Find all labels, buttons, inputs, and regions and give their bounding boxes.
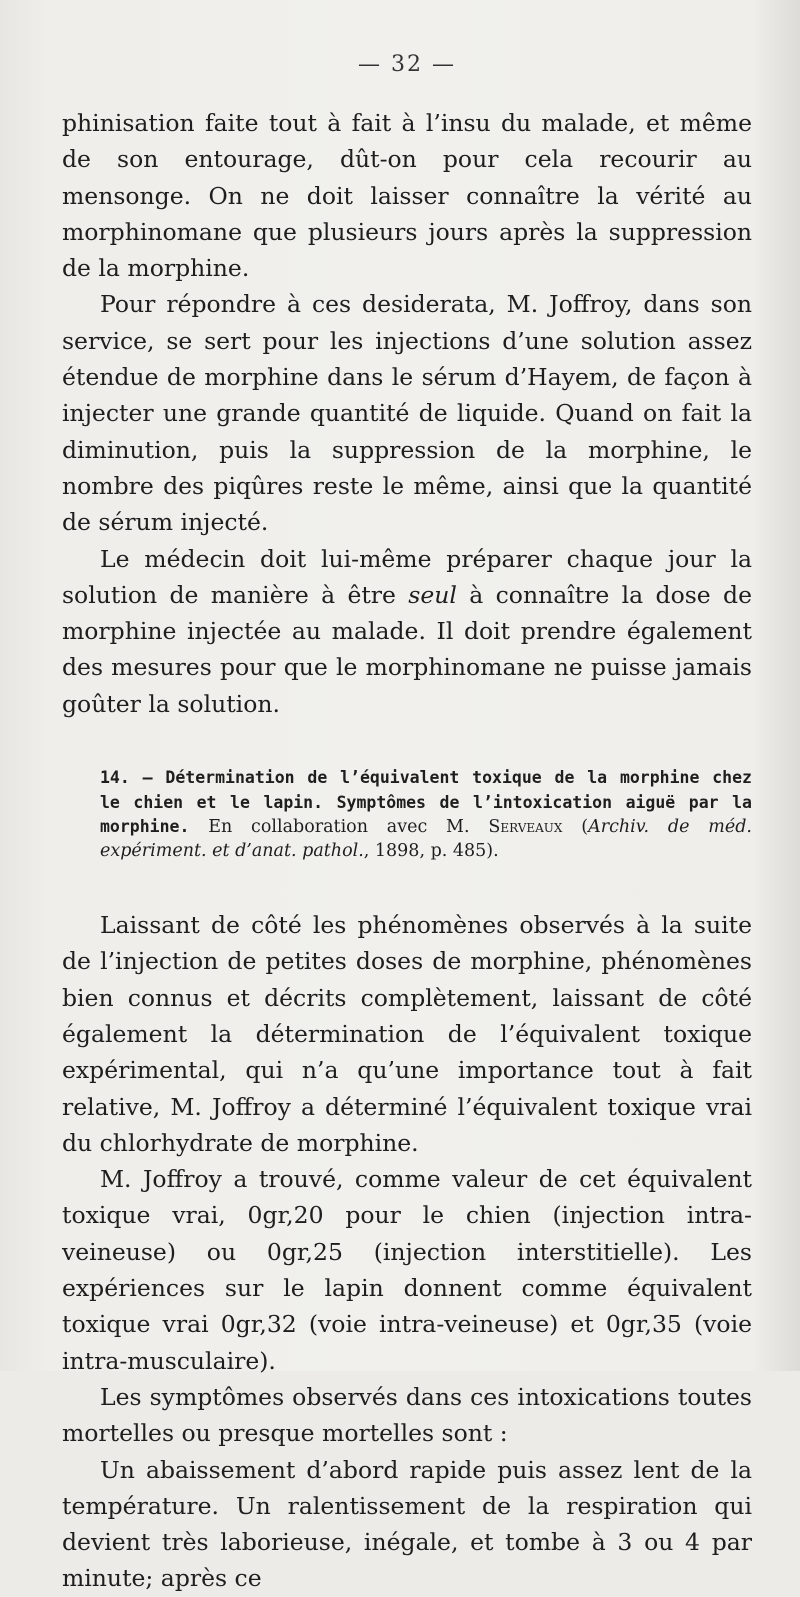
paragraph-text: Le médecin doit lui-même préparer chaque jour la solution de manière à être (62, 544, 752, 609)
page-content (62, 52, 752, 1597)
page-number: — 32 — (358, 52, 456, 77)
emphasis-seul: seul (408, 580, 457, 609)
paragraph-abaissement: Un abaissement d’abord rapide puis assez lent de la température. Un ralentissement de la respiration qui devient très laborieuse, inégale, et tombe à 3 ou 4 par minute; après ce (62, 1455, 752, 1593)
paragraph-symptomes: Les symptômes observés dans ces intoxications toutes mortelles ou presque mortelles sont : (62, 1382, 752, 1448)
paragraph-joffroy-service: Pour répondre à ces desiderata, M. Joffroy, dans son service, se sert pour les injections d’une solution assez étendue de morphine dans le sérum d’Hayem, de façon à injecter une grande quantité de liquide. Quand on fait la diminution, puis la suppression de la morphine, le nombre des piqûres reste le même, ainsi que la quantité de sérum injecté. (62, 290, 752, 537)
note-ref-close: , 1898, p. 485). (363, 840, 499, 861)
note-ref-open: ( (562, 817, 589, 838)
note-journal: Archiv. de méd. expériment. et d’anat. pathol. (100, 817, 752, 861)
note-author: Serveaux (488, 817, 563, 838)
paragraph-text: à connaître la dose de morphine injectée au malade. Il doit prendre également des mesures pour que le morphinomane ne puisse jamais goûter la solution. (62, 580, 752, 718)
paragraph-laissant: Laissant de côté les phénomènes observés à la suite de l’injection de petites doses de morphine, phénomènes bien connus et décrits complètement, laissant de côté également la détermination de l’équivalent toxique expérimental, qui n’a qu’une importance tout à fait relative, M. Joffroy a déterminé l’équivalent toxique vrai du chlorhydrate de morphine. (62, 911, 752, 1157)
note-collab: En collaboration avec M. (189, 817, 489, 838)
paragraph-medecin (62, 541, 752, 722)
paragraph-continued: phinisation faite tout à fait à l’insu du malade, et même de son entourage, dût-on pour cela recourir au mensonge. On ne doit laisser connaître la vérité au morphinomane que plusieurs jours après la suppression de la morphine. (62, 109, 752, 283)
paragraph-equivalent: M. Joffroy a trouvé, comme valeur de cet équivalent toxique vrai, 0gr,20 pour le chien (injection intra-veineuse) ou 0gr,25 (injection interstitielle). Les expériences sur le lapin donnent comme équivalent toxique vrai 0gr,32 (voie intra-veineuse) et 0gr,35 (voie intra-musculaire). (62, 1165, 752, 1375)
note-title: 14. — Détermination de l’équivalent toxique de la morphine chez le chien et le lapin. Symptômes de l’intoxication aiguë par la morphine. (100, 768, 752, 837)
bibliographic-note (62, 766, 752, 863)
